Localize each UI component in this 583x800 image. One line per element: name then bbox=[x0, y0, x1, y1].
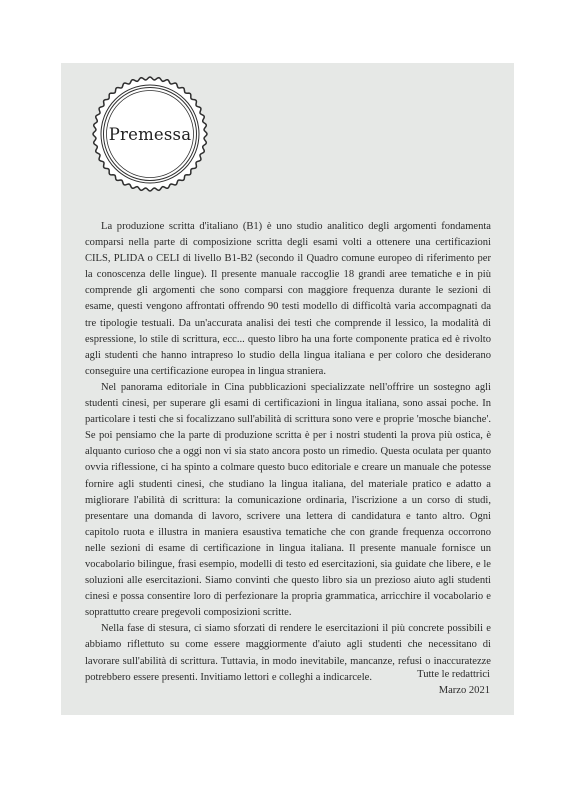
paragraph-3: Nella fase di stesura, ci siamo sforzati di rendere le esercitazioni il più concrete possibili e abbiamo riflettuto su come essere maggiormente d'aiuto agli studenti che necessitano di lavorare sull'abilità di scrittura. Tuttavia, in modo inevitabile, mancanze, refusi o inaccuratezze potrebbero essere presenti. Invitiamo lettori e colleghi a indicarcele. bbox=[85, 623, 491, 683]
paragraph-2: Nel panorama editoriale in Cina pubblicazioni specializzate nell'offrire un sostegno agli studenti cinesi, per superare gli esami di certificazioni in lingua italiana, sono assai poche. In particolare i testi che si focalizzano sull'abilità di scrittura sono vere e proprie 'mosche bianche'. Se poi pensiamo che la parte di produzione scritta è per i nostri studenti la prova più ostica, è alquanto curioso che a oggi non vi sia stato ancora posto un rimedio. Questa oculata per quanto ovvia riflessione, ci ha spinto a colmare questo buco editoriale e creare un manuale che potesse fornire agli studenti cinesi, che studiano la lingua italiana, del materiale pratico e adatto a migliorare l'abilità di scrittura: la comunicazione ordinaria, l'iscrizione a un corso di studi, presentare una domanda di lavoro, scrivere una lettera di candidatura e tanto altro. Ogni capitolo ruota e illustra in maniera esaustiva tematiche che con grande frequenza occorrono nelle sezioni di esame di certificazione in lingua italiana. Il presente manuale fornisce un vocabolario bilingue, frasi esempio, modelli di testo ed esercitazioni, sia guidate che libere, e le soluzioni alle esercitazioni. Siamo convinti che questo libro sia un prezioso aiuto agli studenti cinesi e possa consentire loro di perfezionare la propria grammatica, arricchire il vocabolario e soprattutto creare pregevoli composizioni scritte. bbox=[85, 381, 491, 619]
preface-body bbox=[85, 219, 491, 686]
preface-panel bbox=[61, 63, 514, 715]
signature-date: Marzo 2021 bbox=[438, 685, 490, 696]
signature-authors: Tutte le redattrici bbox=[417, 669, 490, 680]
scalloped-seal-icon bbox=[91, 75, 209, 193]
page-title: Premessa bbox=[108, 124, 192, 144]
paragraph-1: La produzione scritta d'italiano (B1) è uno studio analitico degli argomenti fondamenta comparsi nella parte di composizione scritta degli esami volti a ottenere una certificazioni CILS, PLIDA o CELI di livello B1-B2 (secondo il Quadro comune europeo di riferimento per la conoscenza delle lingue). Il presente manuale raccoglie 18 grandi aree tematiche e in più comprende gli argomenti che sono comparsi con maggiore frequenza durante le sezioni di esame, questi vengono affrontati offrendo 90 testi modello di difficoltà varia accompagnati da tre tipologie testuali. Da un'accurata analisi dei testi che comprende il lessico, la modalità di espressione, lo stile di scrittura, ecc... questo libro ha una forte componente pratica ed è rivolto agli studenti che hanno intrapreso lo studio della lingua italiana e per coloro che desiderano conseguire una certificazione europea in lingua straniera. bbox=[85, 221, 491, 377]
signature-block bbox=[417, 667, 490, 699]
